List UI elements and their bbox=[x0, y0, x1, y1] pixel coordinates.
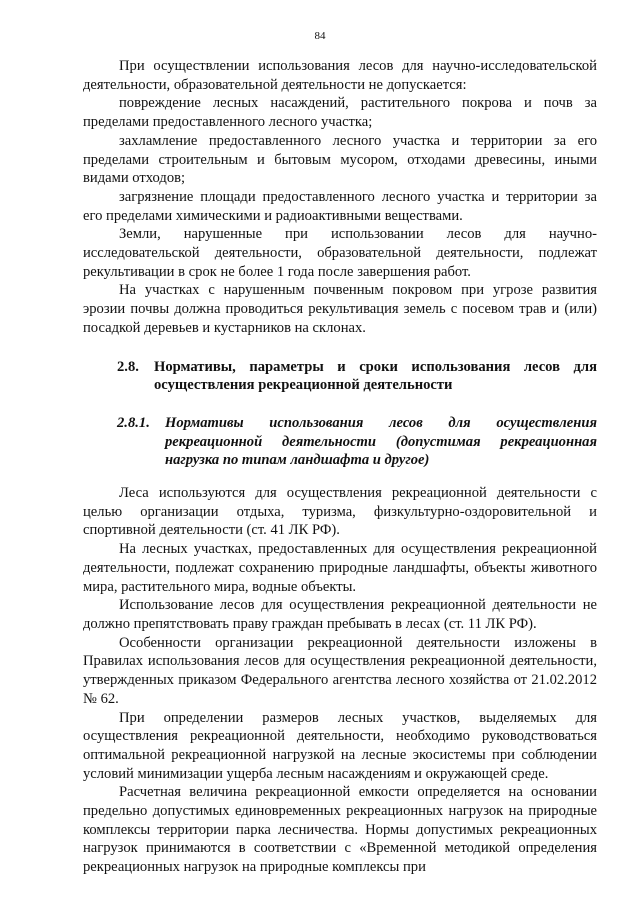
section-heading bbox=[83, 358, 597, 395]
paragraph: Земли, нарушенные при использовании лесов для научно-исследовательской деятельности, образовательной деятельности, подлежат рекультивации в срок не более 1 года после завершения работ. bbox=[83, 226, 597, 280]
paragraph: захламление предоставленного лесного участка и территории за его пределами строительным и бытовым мусором, отходами древесины, иными видами отходов; bbox=[83, 132, 597, 187]
section-title: Нормативы, параметры и сроки использования лесов для осуществления рекреационной деятельности bbox=[154, 358, 597, 394]
paragraph: На участках с нарушенным почвенным покровом при угрозе развития эрозии почвы должна проводиться рекультивация земель с посевом трав и (или) посадкой деревьев и кустарников на склонах. bbox=[83, 282, 597, 336]
paragraph: Леса используются для осуществления рекреационной деятельности с целью организации отдыха, туризма, физкультурно-оздоровительной и спортивной деятельности (ст. 41 ЛК РФ). bbox=[83, 485, 597, 539]
paragraph: При определении размеров лесных участков, выделяемых для осуществления рекреационной деятельности, необходимо руководствоваться оптимальной рекреационной нагрузкой на лесные экосистемы при соблюдении условий минимизации ущерба лесным насаждениям и окружающей среде. bbox=[83, 709, 597, 782]
paragraph: загрязнение площади предоставленного лесного участка и территории за его пределами химическими и радиоактивными веществами. bbox=[83, 188, 597, 224]
page-number: 84 bbox=[314, 30, 326, 42]
paragraph: повреждение лесных насаждений, растительного покрова и почв за пределами предоставленного лесного участка; bbox=[83, 95, 597, 131]
paragraph: При осуществлении использования лесов для научно-исследовательской деятельности, образовательной деятельности не допускается: bbox=[83, 58, 597, 93]
paragraph: Расчетная величина рекреационной емкости определяется на основании предельно допустимых единовременных рекреационных нагрузок на природные комплексы территории парка лесничества. Нормы допустимых рекреационных нагрузок принимаются в соответствии с «Временной методикой определения рекреационных нагрузок на природные комплексы при bbox=[83, 784, 597, 876]
paragraph: Использование лесов для осуществления рекреационной деятельности не должно препятствовать праву граждан пребывать в лесах (ст. 11 ЛК РФ). bbox=[83, 597, 597, 632]
subsection-number: 2.8.1. bbox=[117, 414, 150, 431]
page-content bbox=[83, 57, 597, 877]
subsection-title: Нормативы использования лесов для осуществления рекреационной деятельности (допустимая рекреационная нагрузка по типам ландшафта и другое) bbox=[165, 414, 597, 469]
paragraph: На лесных участках, предоставленных для осуществления рекреационной деятельности, подлежат сохранению природные ландшафты, объекты животного мира, растительного мира, водные объекты. bbox=[83, 541, 597, 595]
subsection-heading bbox=[83, 414, 597, 470]
paragraph: Особенности организации рекреационной деятельности изложены в Правилах использования лесов для осуществления рекреационной деятельности, утвержденных приказом Федерального агентства лесного хозяйства от 21.02.2012 № 62. bbox=[83, 634, 597, 707]
section-number: 2.8. bbox=[117, 358, 139, 375]
